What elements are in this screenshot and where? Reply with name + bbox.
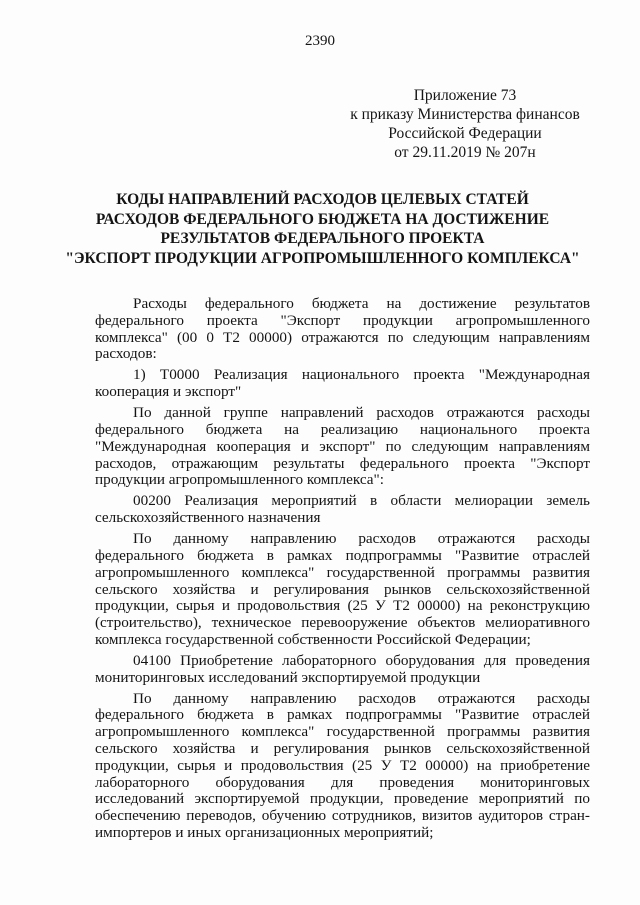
body-paragraph: По данному направлению расходов отражаются расходы федерального бюджета в рамках подпрограммы "Развитие отраслей агропромышленного комплекса" государственной программы развития сельского хозяйства и регулирования рынков сельскохозяйственной продукции, сырья и продовольствия (25 У Т2 00000) на реконструкцию (строительство), техническое перевооружение объектов мелиоративного комплекса государственной собственности Российской Федерации;: [95, 530, 590, 648]
appendix-line: Российской Федерации: [388, 125, 542, 142]
body-paragraph: По данному направлению расходов отражаются расходы федерального бюджета в рамках подпрограммы "Развитие отраслей агропромышленного комплекса" государственной программы развития сельского хозяйства и регулирования рынков сельскохозяйственной продукции, сырья и продовольствия (25 У Т2 00000) на приобретение лабораторного оборудования для проведения мониторинговых исследований экспортируемой продукции, проведение мероприятий по обеспечению переводов, обучению сотрудников, визитов аудиторов стран-импортеров и иных организационных мероприятий;: [95, 689, 590, 842]
title-line: РЕЗУЛЬТАТОВ ФЕДЕРАЛЬНОГО ПРОЕКТА: [160, 230, 485, 247]
appendix-block: [350, 86, 580, 162]
body-paragraph: 00200 Реализация мероприятий в области мелиорации земель сельскохозяйственного назначения: [95, 492, 590, 527]
document-title: [60, 190, 585, 268]
appendix-line: Приложение 73: [413, 87, 517, 104]
title-line: "ЭКСПОРТ ПРОДУКЦИИ АГРОПРОМЫШЛЕННОГО КОМПЛЕКСА": [65, 249, 580, 267]
document-body: [95, 296, 590, 846]
body-paragraph: 1) Т0000 Реализация национального проекта "Международная кооперация и экспорт": [95, 366, 590, 401]
appendix-line: к приказу Министерства финансов: [350, 106, 580, 123]
body-paragraph: Расходы федерального бюджета на достижение результатов федерального проекта "Экспорт продукции агропромышленного комплекса" (00 0 Т2 00000) отражаются по следующим направлениям расходов:: [95, 295, 590, 363]
title-line: РАСХОДОВ ФЕДЕРАЛЬНОГО БЮДЖЕТА НА ДОСТИЖЕНИЕ: [95, 210, 550, 228]
body-paragraph: 04100 Приобретение лабораторного оборудования для проведения мониторинговых исследований экспортируемой продукции: [95, 651, 590, 686]
title-line: КОДЫ НАПРАВЛЕНИЙ РАСХОДОВ ЦЕЛЕВЫХ СТАТЕЙ: [116, 191, 529, 208]
page-number: 2390: [305, 33, 335, 49]
body-paragraph: По данной группе направлений расходов отражаются расходы федерального бюджета на реализацию национального проекта "Международная кооперация и экспорт" по следующим направлениям расходов, отражающим результаты федерального проекта "Экспорт продукции агропромышленного комплекса":: [95, 404, 590, 489]
appendix-line: от 29.11.2019 № 207н: [394, 144, 536, 161]
